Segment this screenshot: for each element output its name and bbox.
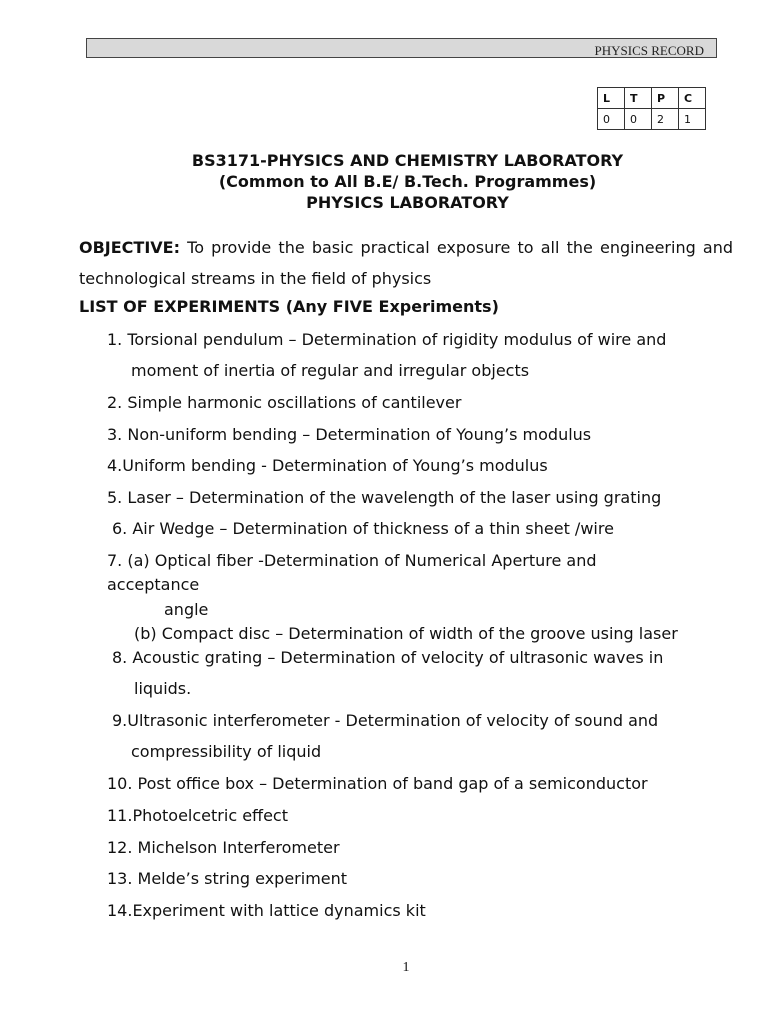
experiment-line: 12. Michelson Interferometer [107,838,340,857]
credits-header-row [598,88,706,109]
credits-value-cell: 1 [679,109,706,130]
experiment-line: 13. Melde’s string experiment [107,869,348,888]
experiment-line: 9.Ultrasonic interferometer - Determination of velocity of sound and [112,711,659,730]
course-title: BS3171-PHYSICS AND CHEMISTRY LABORATORY [191,151,624,170]
experiment-line: angle [164,600,209,619]
experiment-line: liquids. [134,679,192,698]
experiment-line: acceptance [107,575,200,594]
objective-label: OBJECTIVE: [79,238,180,257]
section-title: PHYSICS LABORATORY [306,193,509,212]
credits-table [597,87,706,130]
experiment-line: (b) Compact disc – Determination of width of the groove using laser [134,624,678,643]
experiment-line: 10. Post office box – Determination of band gap of a semiconductor [107,774,648,793]
credits-header-cell: L [598,88,625,109]
page-number: 1 [402,960,410,975]
experiment-line: 3. Non-uniform bending – Determination of Young’s modulus [107,425,592,444]
objective-paragraph [79,232,733,294]
credits-header-cell: T [625,88,652,109]
credits-value-row [598,109,706,130]
course-subtitle: (Common to All B.E/ B.Tech. Programmes) [218,172,597,191]
experiments-heading: LIST OF EXPERIMENTS (Any FIVE Experiments) [79,297,499,316]
experiment-line: moment of inertia of regular and irregular objects [131,361,530,380]
header-label: PHYSICS RECORD [594,43,704,58]
credits-value-cell: 2 [652,109,679,130]
objective-text: To provide the basic practical exposure to all the engineering and technological streams in the field of physics [79,238,734,288]
experiment-line: 6. Air Wedge – Determination of thickness of a thin sheet /wire [112,519,614,538]
experiment-line: 8. Acoustic grating – Determination of velocity of ultrasonic waves in [112,648,664,667]
credits-value-cell: 0 [625,109,652,130]
experiment-line: compressibility of liquid [131,742,322,761]
experiment-line: 2. Simple harmonic oscillations of cantilever [107,393,462,412]
experiment-line: 7. (a) Optical fiber -Determination of Numerical Aperture and [107,551,597,570]
credits-header-cell: C [679,88,706,109]
experiment-line: 5. Laser – Determination of the wavelength of the laser using grating [107,488,662,507]
header-bar [86,38,717,58]
experiment-line: 4.Uniform bending - Determination of Young’s modulus [107,456,548,475]
credits-value-cell: 0 [598,109,625,130]
experiment-line: 14.Experiment with lattice dynamics kit [107,901,426,920]
experiment-line: 1. Torsional pendulum – Determination of rigidity modulus of wire and [107,330,667,349]
credits-header-cell: P [652,88,679,109]
experiment-line: 11.Photoelcetric effect [107,806,288,825]
